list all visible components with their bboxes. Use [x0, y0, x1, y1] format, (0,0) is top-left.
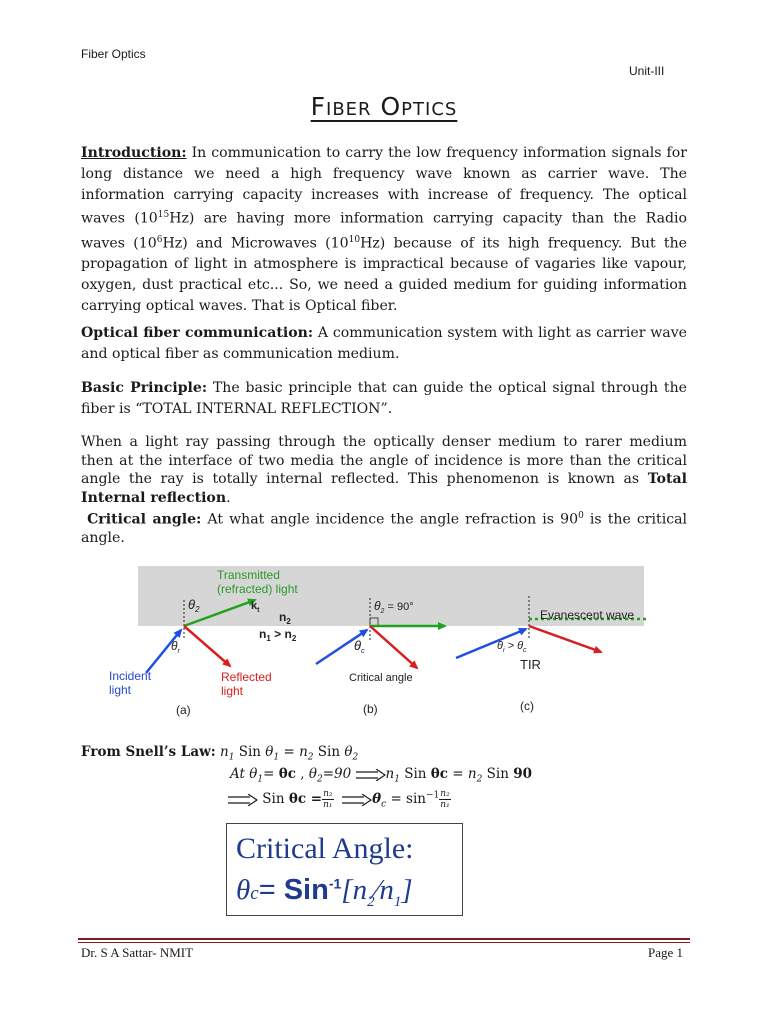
panel-c-label: (c)	[520, 699, 534, 713]
running-header-left: Fiber Optics	[81, 47, 146, 61]
transmitted-label: Transmitted (refracted) light	[217, 568, 298, 596]
reflected-ray-c	[529, 626, 601, 652]
kt-label: $k_t$	[251, 600, 260, 614]
running-header-right: Unit-III	[629, 64, 665, 78]
reflected-label: Reflected light	[221, 670, 272, 698]
footer-rule-thin	[78, 942, 690, 943]
reflected-ray-b	[370, 626, 417, 668]
ofc-label: Optical fiber communication:	[81, 325, 314, 341]
ratio-fraction: $\frac{\text{n₂}}{\text{n₁}}$	[323, 789, 333, 810]
footer-author: Dr. S A Sattar- NMIT	[81, 945, 194, 960]
thetac-label: $\theta_c$	[354, 638, 365, 655]
n1-gt-n2-label: $n_1 > n_2$	[259, 627, 297, 643]
critical-angle-formula-box	[226, 823, 463, 916]
panel-b-label: (b)	[363, 702, 378, 716]
snell-law-line3: Sin θc = $\frac{\text{n₂}}{\text{n₁}}$ $\theta_c = \sin^{-1}$ $\frac{\text{n₂}}{\text{n₁}}$	[228, 789, 451, 810]
tir-label: TIR	[520, 657, 541, 672]
ofc-paragraph: Optical fiber communication: A communication system with light as carrier wave and optical fiber as communication medium.	[81, 325, 688, 362]
implies-arrow-icon	[356, 769, 386, 781]
principle-label: Basic Principle:	[81, 380, 208, 396]
reflected-ray-a	[184, 626, 230, 666]
evanescent-label: Evanescent wave	[540, 608, 635, 622]
n2-label: $n_2$	[279, 610, 291, 626]
tir-paragraph: When a light ray passing through the optically denser medium to rarer medium then at the interface of two media the angle of incidence is more than the critical angle the ray is totally internal reflected. This phenomenon is known as Total Internal reflection.	[81, 434, 687, 506]
ratio-fraction-2: $\frac{\text{n₂}}{\text{n₁}}$	[440, 789, 450, 810]
tir-diagram	[108, 560, 664, 720]
theta2-label: $\theta_2$	[188, 597, 200, 614]
snell-label: From Snell’s Law:	[81, 744, 216, 760]
theta-90-label: $\theta_2 = 90^\circ$	[374, 599, 414, 615]
implies-arrow-icon	[342, 794, 372, 806]
panel-a-label: (a)	[176, 703, 191, 717]
principle-paragraph: Basic Principle: The basic principle that can guide the optical signal through the fiber is “TOTAL INTERNAL REFLECTION”.	[81, 380, 687, 417]
implies-arrow-icon	[228, 794, 258, 806]
thetar-label: $\theta_r$	[171, 639, 180, 655]
critical-angle-label: Critical angle	[349, 672, 413, 684]
incident-label: Incident light	[109, 669, 152, 697]
theta-gt-label: $\theta_i > \theta_c$	[497, 640, 527, 654]
formula-expression: $\theta c= Sin^{-1}[n_2⁄n_1]$	[236, 874, 413, 910]
critical-label: Critical angle:	[87, 511, 202, 528]
footer-rule	[78, 938, 690, 940]
intro-paragraph: Introduction: In communication to carry the low frequency information signals for long distance we need a high frequency wave known as carrier wave. The information carrying capacity increases with increase of frequency. The optical waves $(10^{15}Hz)$ are having more information carrying capacity than the Radio waves $(10^6Hz)$ and Microwaves $(10^{10}Hz)$ because of its high frequency. But the propagation of light in atmosphere is impractical because of vagaries like vapour, oxygen, dust practical etc... So, we need a guided medium for guiding information carrying optical waves. That is Optical fiber.	[81, 145, 687, 314]
page-title: Fiber Optics	[310, 92, 458, 121]
snell-law-line2: At $\theta_1= \theta c$ , $\theta_2=90$ $n_1$ Sin $\theta c = n_2$ Sin 90	[230, 766, 532, 785]
snell-law-line1: From Snell’s Law: $n_1$ Sin $\theta_1 = n_2$ Sin $\theta_2$	[81, 744, 359, 763]
tir-term: Total Internal reflection	[81, 471, 687, 506]
critical-paragraph: Critical angle: At what angle incidence the angle refraction is $90^0$ is the critical angle.	[81, 511, 688, 547]
footer-page-number: Page 1	[648, 945, 684, 960]
intro-label: Introduction:	[81, 145, 187, 161]
formula-heading: Critical Angle:	[236, 832, 414, 865]
